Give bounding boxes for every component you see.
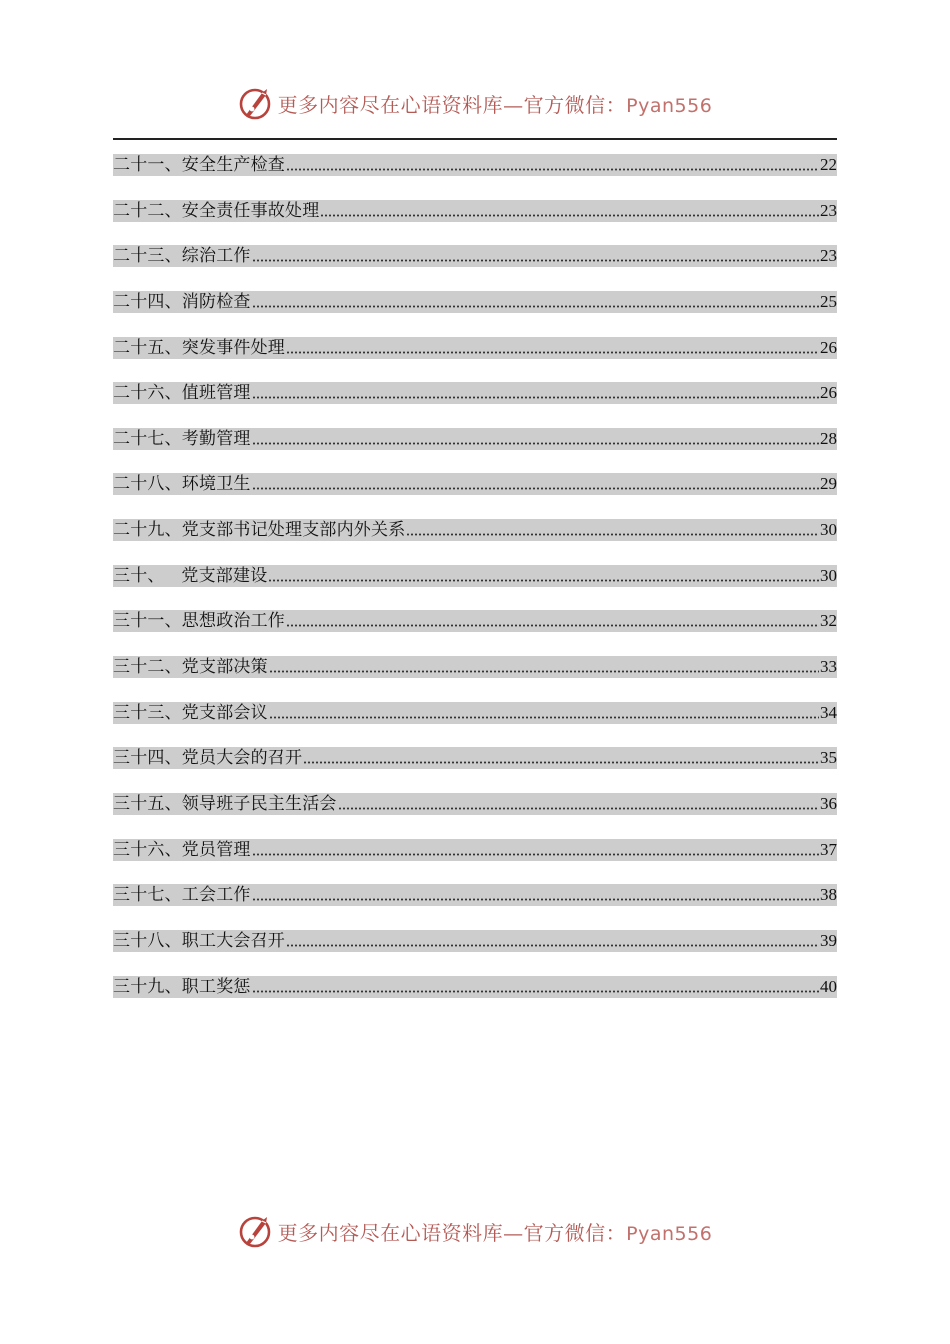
toc-entry[interactable] xyxy=(113,154,837,176)
toc-entry-title: 二十八、环境卫生 xyxy=(113,474,251,495)
toc-dot-leader xyxy=(406,532,819,537)
toc-entry-page-number: 39 xyxy=(820,930,837,950)
toc-entry-title: 三十七、工会工作 xyxy=(113,885,251,906)
toc-entry-page-number: 36 xyxy=(820,793,837,813)
banner-text: 更多内容尽在心语资料库—官方微信：Pyan556 xyxy=(277,92,713,117)
toc-entry-page-number: 23 xyxy=(820,200,837,220)
toc-entry-page-number: 22 xyxy=(820,155,837,174)
toc-entry-title: 二十九、党支部书记处理支部内外关系 xyxy=(113,520,406,541)
toc-entry[interactable] xyxy=(113,930,837,952)
footer-banner xyxy=(0,1211,950,1251)
toc-entry-title: 三十一、思想政治工作 xyxy=(113,611,285,632)
toc-dot-leader xyxy=(252,258,819,263)
wechat-id: Pyan556 xyxy=(626,94,713,117)
toc-entry-page-number: 28 xyxy=(820,428,837,448)
toc-entry-title: 三十、 党支部建设 xyxy=(113,565,268,586)
toc-entry-page-number: 30 xyxy=(820,520,837,540)
toc-entry-title: 三十六、党员管理 xyxy=(113,839,251,860)
toc-entry-page-number: 29 xyxy=(820,474,837,494)
toc-entry[interactable] xyxy=(113,382,837,404)
toc-entry-page-number: 37 xyxy=(820,839,837,859)
toc-entry-title: 三十九、职工奖惩 xyxy=(113,976,251,997)
toc-dot-leader xyxy=(252,897,819,902)
toc-dot-leader xyxy=(303,760,819,765)
toc-dot-leader xyxy=(269,715,819,720)
toc-entry-page-number: 26 xyxy=(820,383,837,403)
toc-entry-title: 二十二、安全责任事故处理 xyxy=(113,200,320,221)
header-banner xyxy=(0,83,950,123)
toc-entry-title: 二十六、值班管理 xyxy=(113,383,251,404)
banner-text: 更多内容尽在心语资料库—官方微信：Pyan556 xyxy=(277,1220,713,1245)
toc-entry[interactable] xyxy=(113,976,837,998)
toc-entry-page-number: 30 xyxy=(820,565,837,585)
pen-in-circle-icon xyxy=(238,85,274,121)
toc-entry[interactable] xyxy=(113,245,837,267)
toc-entry-page-number: 33 xyxy=(820,657,837,677)
wechat-id: Pyan556 xyxy=(626,1222,713,1245)
toc-entry[interactable] xyxy=(113,610,837,632)
toc-dot-leader xyxy=(252,989,819,994)
toc-dot-leader xyxy=(286,350,819,355)
toc-entry[interactable] xyxy=(113,565,837,587)
toc-entry-page-number: 38 xyxy=(820,885,837,905)
toc-entry-page-number: 34 xyxy=(820,702,837,722)
toc-entry-page-number: 32 xyxy=(820,611,837,631)
toc-entry-page-number: 35 xyxy=(820,748,837,768)
toc-entry-title: 三十八、职工大会召开 xyxy=(113,930,285,951)
toc-dot-leader xyxy=(338,806,819,811)
table-of-contents xyxy=(113,154,837,1021)
toc-dot-leader xyxy=(286,623,819,628)
toc-entry-page-number: 40 xyxy=(820,976,837,996)
toc-entry[interactable] xyxy=(113,337,837,359)
toc-dot-leader xyxy=(252,304,819,309)
toc-entry-page-number: 26 xyxy=(820,337,837,357)
toc-dot-leader xyxy=(269,669,819,674)
toc-entry[interactable] xyxy=(113,839,837,861)
toc-dot-leader xyxy=(252,486,819,491)
toc-entry-title: 二十七、考勤管理 xyxy=(113,428,251,449)
toc-entry-title: 二十一、安全生产检查 xyxy=(113,155,285,175)
toc-entry-title: 三十二、党支部决策 xyxy=(113,657,268,678)
toc-entry[interactable] xyxy=(113,428,837,450)
toc-entry[interactable] xyxy=(113,884,837,906)
toc-entry-title: 三十四、党员大会的召开 xyxy=(113,748,303,769)
toc-dot-leader xyxy=(252,852,819,857)
toc-entry[interactable] xyxy=(113,793,837,815)
toc-dot-leader xyxy=(286,943,819,948)
toc-entry[interactable] xyxy=(113,656,837,678)
toc-entry-title: 三十三、党支部会议 xyxy=(113,702,268,723)
toc-entry-title: 二十三、综治工作 xyxy=(113,246,251,267)
toc-entry[interactable] xyxy=(113,519,837,541)
toc-dot-leader xyxy=(286,167,819,172)
toc-entry-title: 二十五、突发事件处理 xyxy=(113,337,285,358)
toc-entry-title: 二十四、消防检查 xyxy=(113,291,251,312)
toc-entry[interactable] xyxy=(113,291,837,313)
header-divider xyxy=(113,138,837,140)
toc-entry[interactable] xyxy=(113,747,837,769)
toc-entry-title: 三十五、领导班子民主生活会 xyxy=(113,793,337,814)
toc-dot-leader xyxy=(320,213,819,218)
pen-in-circle-icon xyxy=(238,1213,274,1249)
toc-entry[interactable] xyxy=(113,702,837,724)
toc-entry-page-number: 23 xyxy=(820,246,837,266)
toc-entry-page-number: 25 xyxy=(820,291,837,311)
toc-dot-leader xyxy=(268,578,819,583)
toc-dot-leader xyxy=(252,395,819,400)
toc-entry[interactable] xyxy=(113,200,837,222)
toc-dot-leader xyxy=(252,441,819,446)
toc-entry[interactable] xyxy=(113,473,837,495)
